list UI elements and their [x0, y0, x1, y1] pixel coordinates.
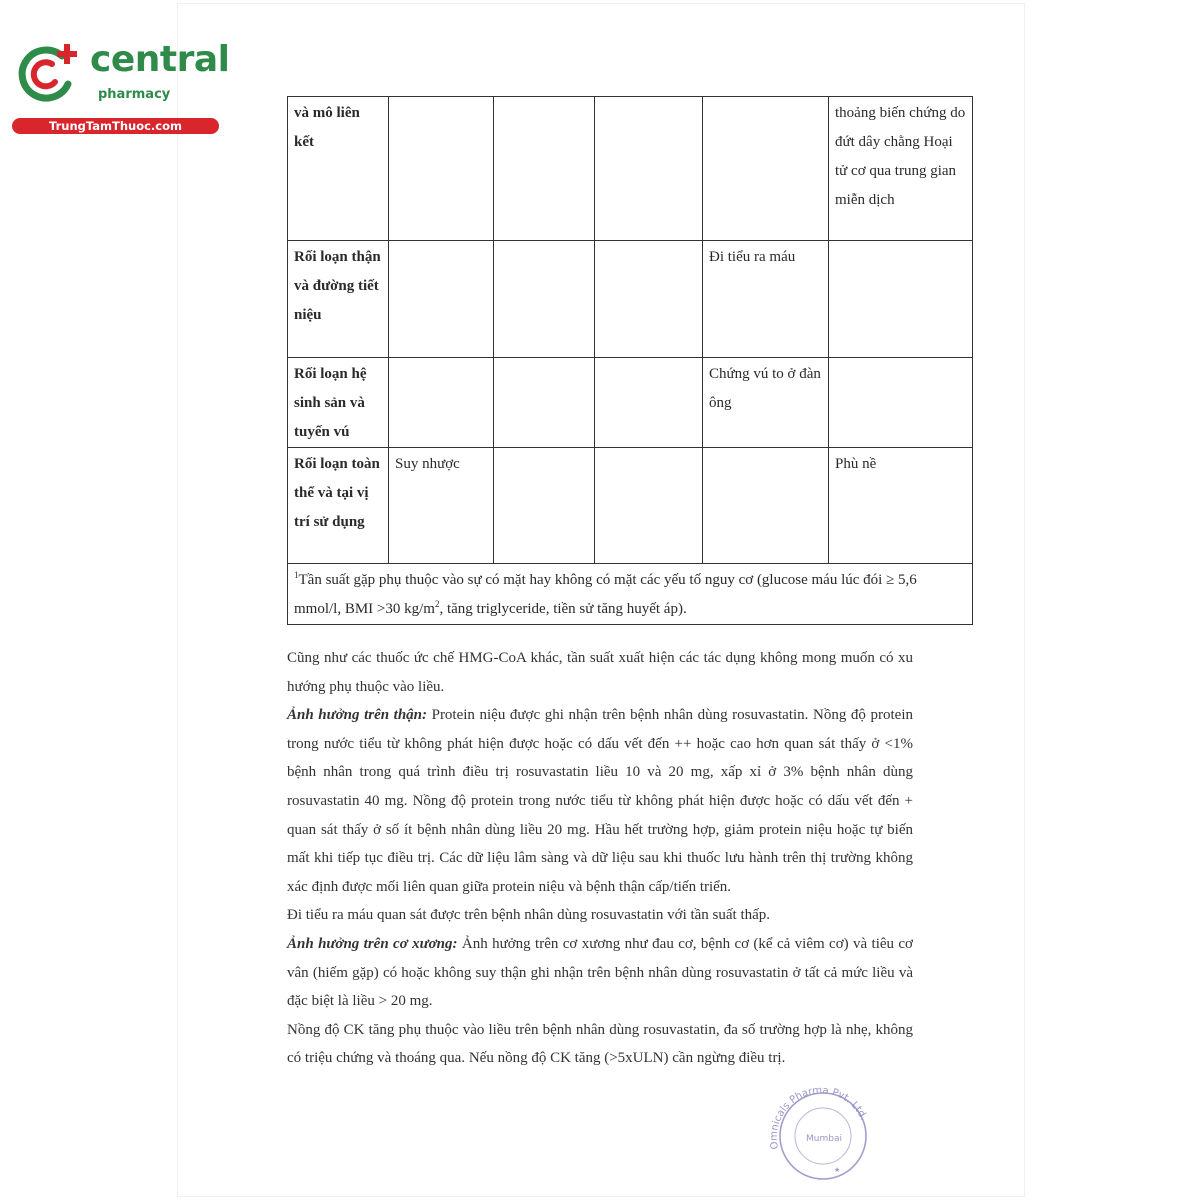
table-row [288, 97, 973, 241]
paragraph: Cũng như các thuốc ức chế HMG-CoA khác, tần suất xuất hiện các tác dụng không mong muốn có xu hướng phụ thuộc vào liều. [287, 650, 913, 695]
table-cell [494, 448, 595, 564]
brand-name: central [90, 39, 230, 80]
organ-cell: Rối loạn hệ sinh sản và tuyến vú [288, 358, 389, 448]
paragraph-text: Protein niệu được ghi nhận trên bệnh nhân dùng rosuvastatin. Nồng độ protein trong nước tiểu từ không phát hiện được hoặc có dấu vết đến ++ hoặc cao hơn quan sát thấy ở <1% bệnh nhân trong quá trình điều trị rosuvastatin liều 10 và 20 mg, xấp xỉ ở 3% bệnh nhân dùng rosuvastatin 40 mg. Nồng độ protein trong nước tiểu từ không phát hiện được hoặc có dấu vết đến + quan sát thấy ở số ít bệnh nhân dùng liều 20 mg. Hầu hết trường hợp, giảm protein niệu hoặc tự biến mất khi tiếp tục điều trị. Các dữ liệu lâm sàng và dữ liệu sau khi thuốc lưu hành trên thị trường không xác định được mối liên quan giữa protein niệu và bệnh thận cấp/tiến triển. [287, 707, 913, 895]
brand-url[interactable]: TrungTamThuoc.com [12, 118, 219, 134]
table-cell [595, 97, 703, 241]
adverse-effects-table [287, 96, 973, 625]
table-cell: Suy nhược [389, 448, 494, 564]
table-cell [829, 358, 973, 448]
table-cell: Chứng vú to ở đàn ông [703, 358, 829, 448]
organ-cell: Rối loạn thận và đường tiết niệu [288, 241, 389, 358]
organ-cell: Rối loạn toàn thể và tại vị trí sử dụng [288, 448, 389, 564]
brand-tagline: pharmacy [98, 87, 171, 102]
table-cell [595, 241, 703, 358]
table-cell [829, 241, 973, 358]
table-cell [703, 97, 829, 241]
table-footnote [288, 564, 973, 625]
stamp-text: Omnicals Pharma Pvt. Ltd. [768, 1085, 870, 1151]
table-row [288, 241, 973, 358]
table-cell [389, 241, 494, 358]
company-stamp [768, 1080, 878, 1180]
table-row [288, 448, 973, 564]
table-cell: Đi tiểu ra máu [703, 241, 829, 358]
table-cell [494, 358, 595, 448]
table-cell [703, 448, 829, 564]
pharmacy-cross-logo-icon [10, 38, 84, 112]
footnote-text-a: Tần suất gặp phụ thuộc vào sự có mặt hay không có mặt các yếu tố nguy cơ (glucose máu lúc đói ≥ 5,6 mmol/l, BMI >30 kg/m [294, 572, 917, 617]
paragraph-musculoskeletal [287, 930, 913, 1016]
footnote-text-b: , tăng triglyceride, tiền sử tăng huyết áp). [439, 601, 687, 617]
central-pharmacy-logo[interactable] [10, 38, 230, 138]
section-heading-kidney: Ảnh hưởng trên thận: [287, 707, 428, 724]
table-cell [494, 241, 595, 358]
star-icon: ★ [834, 1166, 841, 1174]
paragraph: Đi tiểu ra máu quan sát được trên bệnh nhân dùng rosuvastatin với tần suất thấp. [287, 907, 771, 924]
table-cell [389, 97, 494, 241]
table-footnote-row [288, 564, 973, 625]
table-row [288, 358, 973, 448]
organ-cell: và mô liên kết [288, 97, 389, 241]
table-cell [494, 97, 595, 241]
stamp-city: Mumbai [806, 1134, 842, 1144]
body-text [287, 644, 913, 1073]
table-cell [595, 358, 703, 448]
paragraph-kidney [287, 701, 913, 901]
table-cell [595, 448, 703, 564]
paragraph: Nồng độ CK tăng phụ thuộc vào liều trên bệnh nhân dùng rosuvastatin, đa số trường hợp là nhẹ, không có triệu chứng và thoáng qua. Nếu nồng độ CK tăng (>5xULN) cần ngừng điều trị. [287, 1021, 913, 1067]
section-heading-musculoskeletal: Ảnh hưởng trên cơ xương: [287, 935, 458, 952]
paragraph-text: Ảnh hưởng trên cơ xương như đau cơ, bệnh cơ (kể cả viêm cơ) và tiêu cơ vân (hiếm gặp) có hoặc không suy thận ghi nhận trên bệnh nhân dùng rosuvastatin ở tất cả mức liều và đặc biệt là liều > 20 mg. [287, 935, 913, 1010]
footnote-superscript: 2 [434, 599, 440, 609]
table-cell: Phù nề [829, 448, 973, 564]
table-cell: thoảng biến chứng do đứt dây chằng Hoại tử cơ qua trung gian miễn dịch [829, 97, 973, 241]
footnote-marker: 1 [294, 570, 299, 580]
table-cell [389, 358, 494, 448]
